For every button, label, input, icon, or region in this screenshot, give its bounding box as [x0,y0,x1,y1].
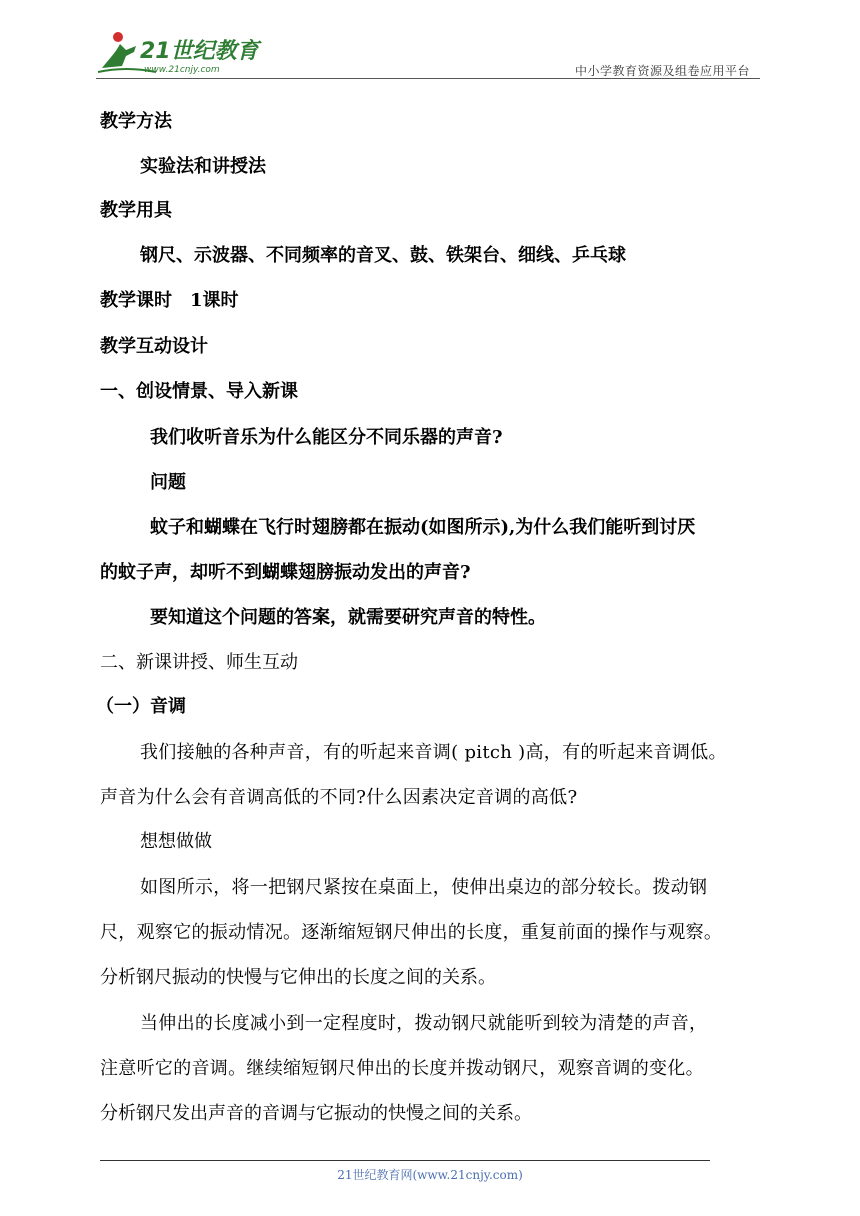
paragraph-pitch-line1: 我们接触的各种声音，有的听起来音调( pitch )高，有的听起来音调低。 [140,742,727,763]
subsection-pitch-title: （一）音调 [96,696,186,717]
paragraph-sound-characteristics: 要知道这个问题的答案，就需要研究声音的特性。 [150,607,546,628]
logo-url: www.21cnjy.com [144,65,220,75]
label-question: 问题 [150,472,186,493]
paragraph-mosquito-line2: 的蚊子声，却听不到蝴蝶翅膀振动发出的声音? [100,562,471,583]
heading-interactive-design: 教学互动设计 [100,336,208,357]
paragraph-pitch-line2: 声音为什么会有音调高低的不同?什么因素决定音调的高低? [100,787,578,808]
page-header [96,28,760,80]
paragraph-ruler-line3: 分析钢尺振动的快慢与它伸出的长度之间的关系。 [100,967,496,988]
section-one-title: 一、创设情景、导入新课 [100,381,298,402]
paragraph-ruler-line5: 注意听它的音调。继续缩短钢尺伸出的长度并拨动钢尺，观察音调的变化。 [100,1058,704,1079]
heading-teaching-tools: 教学用具 [100,200,172,221]
paragraph-mosquito-line1: 蚊子和蝴蝶在飞行时翅膀都在振动(如图所示),为什么我们能听到讨厌 [150,517,696,538]
paragraph-question-music: 我们收听音乐为什么能区分不同乐器的声音? [150,427,503,448]
logo-graphic [96,28,266,78]
logo [96,28,266,78]
paragraph-ruler-line6: 分析钢尺发出声音的音调与它振动的快慢之间的关系。 [100,1103,532,1124]
paragraph-ruler-line2: 尺，观察它的振动情况。逐渐缩短钢尺伸出的长度，重复前面的操作与观察。 [100,922,723,943]
paragraph-ruler-line4: 当伸出的长度减小到一定程度时，拨动钢尺就能听到较为清楚的声音， [140,1013,708,1034]
header-divider [96,78,760,79]
footer-divider [100,1160,710,1161]
teaching-method-text: 实验法和讲授法 [140,156,266,177]
section-two-title: 二、新课讲授、师生互动 [100,652,298,673]
logo-title: 21世纪教育 [140,39,259,64]
teaching-tools-text: 钢尺、示波器、不同频率的音叉、鼓、铁架台、细线、乒乓球 [140,245,626,266]
heading-teaching-method: 教学方法 [100,111,172,132]
class-hours: 教学课时 1课时 [100,290,239,311]
label-think-and-do: 想想做做 [140,831,212,852]
platform-label: 中小学教育资源及组卷应用平台 [574,64,750,78]
footer-text: 21世纪教育网(www.21cnjy.com) [337,1168,523,1182]
paragraph-ruler-line1: 如图所示，将一把钢尺紧按在桌面上，使伸出桌边的部分较长。拨动钢 [140,877,708,898]
